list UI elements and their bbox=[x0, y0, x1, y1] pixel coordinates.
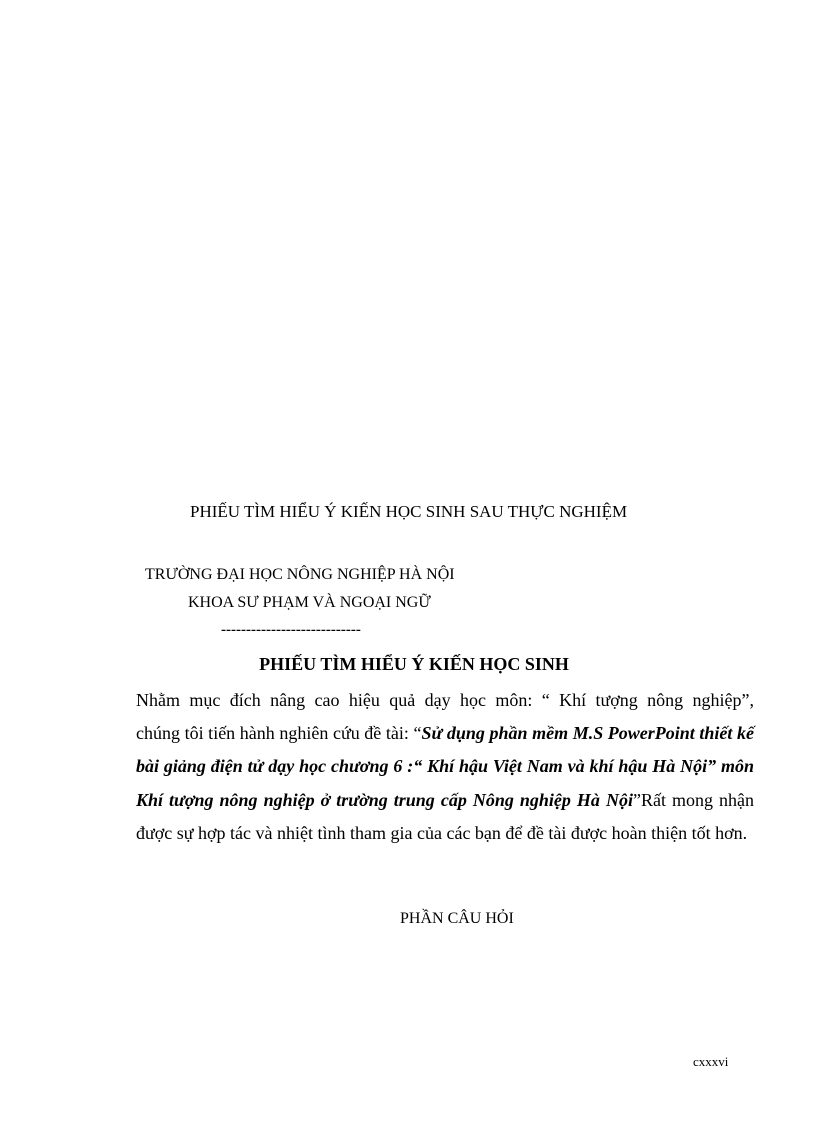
intro-body bbox=[136, 717, 754, 850]
questions-heading: PHẦN CÂU HỎI bbox=[400, 910, 514, 927]
intro-first-line: Nhằm mục đích nâng cao hiệu quả dạy học môn: “ Khí tượng nông nghiệp”, bbox=[136, 690, 754, 710]
intro-closing: ”Rất mong nhận được sự hợp tác và nhiệt tình tham gia của các bạn để đề tài được hoàn thiện tốt hơn. bbox=[136, 789, 754, 843]
survey-title: PHIẾU TÌM HIỂU Ý KIẾN HỌC SINH SAU THỰC NGHIỆM bbox=[190, 502, 628, 521]
research-topic: Sử dụng phần mềm M.S PowerPoint thiết kế bài giảng điện tử dạy học chương 6 :“ Khí hậu Việt Nam và khí hậu Hà Nội” môn Khí tượng nông nghiệp ở trường trung cấp Nông nghiệp Hà Nội bbox=[136, 723, 754, 810]
school-name: TRƯỜNG ĐẠI HỌC NÔNG NGHIỆP HÀ NỘI bbox=[145, 566, 455, 583]
intro-lead-in: chúng tôi tiến hành nghiên cứu đề tài: “ bbox=[136, 723, 422, 744]
page-number: cxxxvi bbox=[693, 1054, 729, 1069]
faculty-name: KHOA SƯ PHẠM VÀ NGOẠI NGỮ bbox=[188, 594, 431, 611]
divider-dashes: ---------------------------- bbox=[221, 622, 361, 638]
intro-paragraph bbox=[136, 684, 754, 850]
form-title: PHIẾU TÌM HIỂU Ý KIẾN HỌC SINH bbox=[259, 654, 569, 674]
